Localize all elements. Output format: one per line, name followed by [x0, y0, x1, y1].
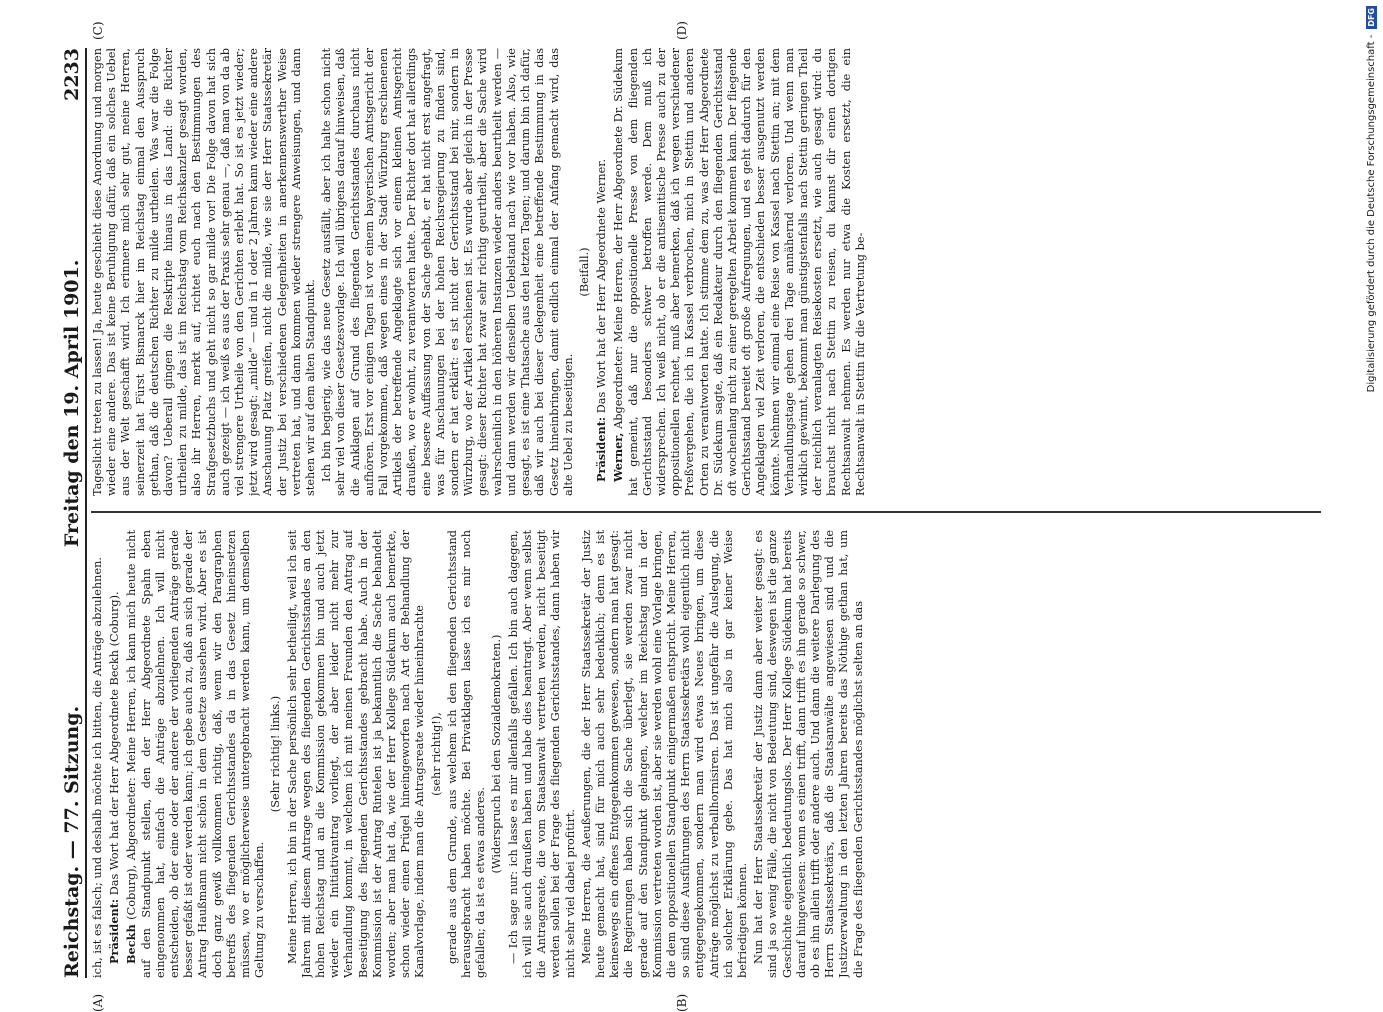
text-paragraph: Ich bin begierig, wie das neue Gesetz ausfällt, aber ich halte schon nicht sehr viel von dieser Gesetzesvorlage. Ich will übrigens darauf hinweisen, daß die Anklagen auf Grund des fliegenden Gerichtsstandes durchaus nicht aufhören. Erst vor einigen Tagen ist vor einem bayerischen Amtsgericht der Fall vorgekommen, daß wegen eines in der Stadt Würzburg erschienenen Artikels der betreffende Angeklagte sich vor einem kleinen Amtsgericht draußen, wo er wohnt, zu verantworten hatte. Der Richter dort hat allerdings eine bessere Auffassung von der Sache gehabt, er hat nicht erst angefragt, was für Anschauungen bei der hohen Reichsregierung zu finden sind, sondern er hat erklärt: es ist nicht der Gerichtsstand bei mir, sondern in Würzburg, wo der Artikel erschienen ist. Es wurde aber gleich in der Presse gesagt: dieser Richter hat zwar sehr richtig geurtheilt, aber die Sache wird wahrscheinlich in den höheren Instanzen wieder anders beurtheilt werden — und dann werden wir denselben Uebelstand nach wie vor haben. Also, wie gesagt, es ist eine Thatsache aus den letzten Tagen; und darum bin ich dafür, daß wir auch bei dieser Gelegenheit eine betreffende Bestimmung in das Gesetz hineinbringen, damit endlich einmal der Anfang gemacht wird, das alte Uebel zu beseitigen.: [320, 48, 575, 496]
speaker-name: Beckh: [124, 924, 139, 964]
margin-marker-a: (A): [91, 993, 105, 1012]
interjection: (Widerspruch bei den Sozialdemokraten.): [490, 634, 504, 874]
text-paragraph: Nun hat der Herr Staatssekretär der Justiz dann aber weiter gesagt: es sind ja so wenig Fälle, die nicht von Bedeutung sind, deswegen ist die ganze Geschichte eigentlich bedeutungslos. Der Herr Kollege Südekum hat bereits darauf hingewiesen: wenn es einen trifft, dann trifft es ihn gerade so schwer, ob es ihn allein trifft oder andere auch. Und dann die weitere Darlegung des Herrn Staatssekretärs, daß die Staatsanwälte angewiesen sind und die Justizverwaltung in den letzten Jahren bereits das Nöthige gethan hat, um die Frage des fliegenden Gerichtsstandes möglichst selten an das: [752, 530, 865, 978]
right-text-column: [91, 48, 1321, 496]
speech-text: (Coburg), Abgeordneter: Meine Herren, ich kann mich heute nicht auf den Standpunkt stellen, den der Herr Abgeordnete Spahn eben eingenommen hat, einfach die Anträge abzulehnen. Ich will nicht entscheiden, ob der eine oder der andere der vorliegenden Anträge gerade besser gefaßt ist oder werden kann; ich gebe auch zu, daß an sich gerade der Antrag Haußmann nicht schön in dem Gesetze aussehen wird. Aber es ist doch ganz gewiß vollkommen richtig, daß, wenn wir den Paragraphen betreffs des fliegenden Gerichtsstandes da in das Gesetz hineinsetzen müssen, wo er möglicherweise untergebracht werden kann, um demselben Geltung zu verschaffen.: [125, 530, 267, 978]
speaker-name: Präsident:: [594, 416, 609, 482]
column-divider: [91, 512, 1321, 514]
speaker-paragraph: [594, 48, 609, 496]
interjection: (sehr richtig!),: [429, 712, 443, 796]
margin-marker-b: (B): [675, 993, 689, 1012]
text-paragraph: Meine Herren, ich bin in der Sache persönlich sehr betheiligt, weil ich seit Jahren mit diesem Antrage wegen des fliegenden Gerichtsstandes an den hohen Reichstag und an die Kommission gekommen bin und auch jetzt wieder ein Initiativantrag vorliegt, der aber leider nicht mehr zur Verhandlung kommt, in welchem ich mit meinen Freunden den Antrag auf Beseitigung des fliegenden Gerichtsstandes gebracht habe. Auch in der Kommission ist der Antrag Rintelen ist ja bekanntlich die Sache behandelt worden; aber man hat da, wie der Herr Kollege Südekum auch bemerkte, schon wieder einen Prügel hineingeworfen nach Art der Behandlung der Kanalvorlage, indem man die Antragsreate wieder hineinbrachte: [285, 530, 427, 978]
speaker-paragraph: [107, 530, 122, 978]
speech-text: Das Wort hat der Herr Abgeordnete Beckh (Coburg).: [108, 591, 122, 896]
interjection: (Sehr richtig! links.): [269, 695, 283, 813]
speaker-paragraph: [124, 530, 267, 978]
margin-marker-c: (C): [91, 21, 105, 40]
left-text-column: [91, 530, 1321, 978]
text-paragraph: — Ich sage nur: ich lasse es mir allenfalls gefallen. Ich bin auch dagegen, ich will sie auch draußen haben und habe dies beantragt. Aber wenn selbst die Antragsreate, die vom Staatsanwalt vertreten werden, nicht beseitigt werden sollen bei der Frage des fliegenden Gerichtsstandes, dann haben wir nicht sehr viel dabei profitirt.: [506, 530, 577, 978]
speech-text: Abgeordneter: Meine Herren, der Herr Abgeordnete Dr. Südekum hat gemeint, daß nur die oppositionelle Presse von dem fliegenden Gerichtsstand besonders schwer betroffen werde. Dem muß ich widersprechen. Ich weiß nicht, ob er die antisemitische Presse auch zu der oppositionellen rechnet, muß aber bemerken, daß ich wegen verschiedener Preßvergehen, die ich in Kassel verbrochen, mich in Stettin und anderen Orten zu verantworten hatte. Ich stimme dem zu, was der Herr Abgeordnete Dr. Südekum sagte, daß ein Redakteur durch den fliegenden Gerichtsstand oft wochenlang nicht zu einer geregelten Arbeit kommen kann. Der fliegende Gerichtsstand bereitet oft große Aufregungen, und es geht dadurch für den Angeklagten viel Zeit verloren, die entschieden besser ausgenutzt werden könnte. Nehmen wir einmal eine Reise von Kassel nach Stettin an; mit dem Verhandlungstage gehen drei Tage annähernd verloren. Und wenn man wirklich gewinnt, bekommt man günstigstenfalls nach Stettin geringen Theil der reichlich veranlagten Reisekosten ersetzt, wie auch gesagt wird: du brauchst nicht nach Stettin zu reisen, du kannst dir einen dortigen Rechtsanwalt nehmen. Es werden nur etwa die Kosten ersetzt, die ein Rechtsanwalt in Stettin für die Vertretung be-: [612, 48, 867, 496]
speaker-name: Präsident:: [107, 898, 122, 964]
page-header: [45, 48, 87, 978]
text-paragraph: Meine Herren, die Aeußerungen, die der Herr Staatssekretär der Justiz heute gemacht hat, sind für mich auch sehr bedenklich; denn es ist keineswegs ein offenes Entgegenkommen gewesen, sondern man hat gesagt: die Regierungen haben sich die Sache überlegt, sie werden zwar nicht gerade auf den Standpunkt gelangen, welcher im Reichstag und in der Kommission vertreten worden ist, aber sie werden wohl eine Vorlage bringen, die dem oppositionellen Standpunkt einigermaßen entspricht. Meine Herren, so sind diese Ausführungen des Herrn Staatssekretärs wohl eigentlich nicht entgegengekommen, sondern man wird etwas Neues bringen, um diese Anträge möglichst zu verballhornisiren. Das ist ungefähr die Auslegung, die ich solcher Erklärung gebe. Das hat mich also in gar keiner Weise befriedigen können.: [579, 530, 749, 978]
dfg-logo: DFG: [1366, 8, 1376, 27]
rotated-document-page: [45, 21, 1330, 1012]
digitization-note: [1363, 6, 1379, 996]
interjection: (Beifall.): [577, 247, 591, 297]
text-paragraph: ich, ist es falsch; und deshalb möchte ich bitten, die Anträge abzulehnen.: [91, 556, 104, 978]
speech-text: Das Wort hat der Herr Abgeordnete Werner.: [595, 158, 609, 414]
margin-marker-d: (D): [675, 21, 689, 40]
digitization-note-text: Digitalisierung gefördert durch die Deutsche Forschungsgemeinschaft -: [1365, 34, 1377, 393]
speaker-paragraph: [611, 48, 868, 496]
header-left: Reichstag. — 77. Sitzung.: [61, 705, 83, 978]
page-number: 2233: [61, 48, 83, 101]
text-paragraph: gerade aus dem Grunde, aus welchem ich den fliegenden Gerichtsstand herausgebracht haben möchte. Bei Privatklagen lasse ich es mir noch gefallen; da ist es etwas anderes.: [445, 530, 488, 978]
header-date: Freitag den 19. April 1901.: [61, 259, 83, 548]
speaker-name: Werner,: [611, 432, 626, 482]
text-paragraph: Tageslicht treten zu lassen! Ja, heute geschieht diese Anordnung und morgen wieder eine andere. Das ist keine Beruhigung dafür, daß ein solches Uebel aus der Welt geschafft wird. Ich erinnere mich sehr gut, meine Herren, seinerzeit hat Fürst Bismarck hier im Reichstag einmal den Ausspruch gethan, daß die deutschen Richter zu milde urtheilen. Was war die Folge davon? Ueberall gingen die Reskripte hinaus in das Land: die Richter urtheilen zu milde, das ist im Reichstag vom Reichskanzler gesagt worden, also ihr Herren, merkt auf, richtet euch nach den Bestimmungen des Strafgesetzbuchs und geht nicht so gar milde vor! Die Folge davon hat sich auch gezeigt — ich weiß es aus der Praxis sehr genau —, daß man von da ab viel strengere Urtheile von den Gerichten erlebt hat. So ist es jetzt wieder; jetzt wird gesagt: „milde“ — und in 1 oder 2 Jahren kann wieder eine andere Anschauung Platz greifen, nicht die milde, wie sie der Herr Staatssekretär der Justiz bei verschiedenen Gelegenheiten in anerkennenswerther Weise vertreten hat, und dann kommen wieder strengere Anweisungen, und dann stehen wir auf dem alten Standpunkt.: [91, 48, 318, 496]
